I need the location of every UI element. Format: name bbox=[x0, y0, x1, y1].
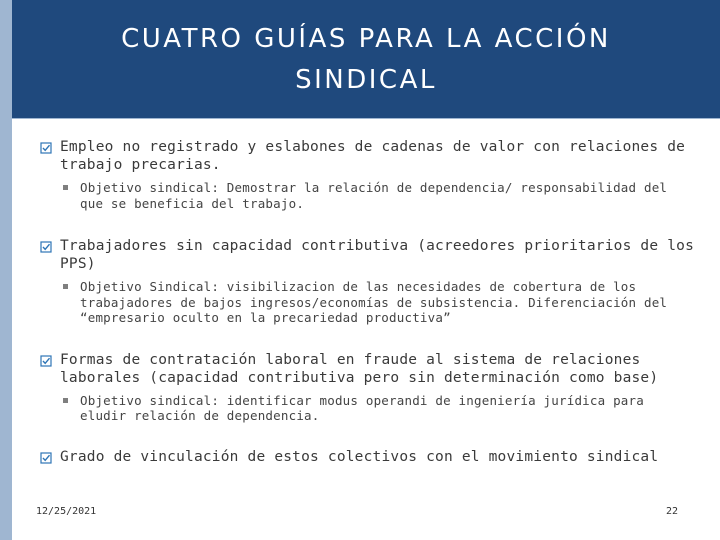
list-item-text: Formas de contratación laboral en fraude al sistema de relaciones laborales (capacidad contributiva pero sin determinación como base) bbox=[60, 351, 659, 386]
sub-item-text: Objetivo sindical: Demostrar la relación de dependencia/ responsabilidad del que se beneficia del trabajo. bbox=[80, 180, 668, 211]
sub-item bbox=[36, 279, 696, 326]
list-item bbox=[36, 237, 696, 273]
bullet-list bbox=[36, 138, 696, 466]
list-item bbox=[36, 351, 696, 387]
list-item bbox=[36, 138, 696, 174]
sub-item bbox=[36, 393, 696, 424]
sub-item-text: Objetivo sindical: identificar modus operandi de ingeniería jurídica para eludir relación de dependencia. bbox=[80, 392, 644, 423]
sub-item-text: Objetivo Sindical: visibilizacion de las necesidades de cobertura de los trabajadores de bajos ingresos/economías de subsistencia. Diferenciación del “empresario oculto en la precariedad productiva” bbox=[80, 279, 668, 325]
checkbox-bullet-icon bbox=[40, 241, 52, 253]
square-bullet-icon bbox=[63, 185, 68, 190]
checkbox-bullet-icon bbox=[40, 355, 52, 367]
list-item-text: Empleo no registrado y eslabones de cadenas de valor con relaciones de trabajo precarias. bbox=[60, 139, 686, 173]
list-item-text: Trabajadores sin capacidad contributiva (acreedores prioritarios de los PPS) bbox=[60, 238, 695, 272]
footer-date: 12/25/2021 bbox=[36, 506, 97, 517]
checkbox-bullet-icon bbox=[40, 452, 52, 464]
page-number: 22 bbox=[665, 506, 678, 517]
checkbox-bullet-icon bbox=[40, 142, 52, 154]
title-bar bbox=[12, 0, 720, 118]
sub-item bbox=[36, 180, 696, 211]
square-bullet-icon bbox=[63, 398, 68, 403]
list-item-text: Grado de vinculación de estos colectivos con el movimiento sindical bbox=[60, 448, 659, 465]
slide-title: CUATRO GUÍAS PARA LA ACCIÓN SINDICAL bbox=[121, 24, 611, 95]
list-item bbox=[36, 448, 696, 466]
square-bullet-icon bbox=[63, 284, 68, 289]
